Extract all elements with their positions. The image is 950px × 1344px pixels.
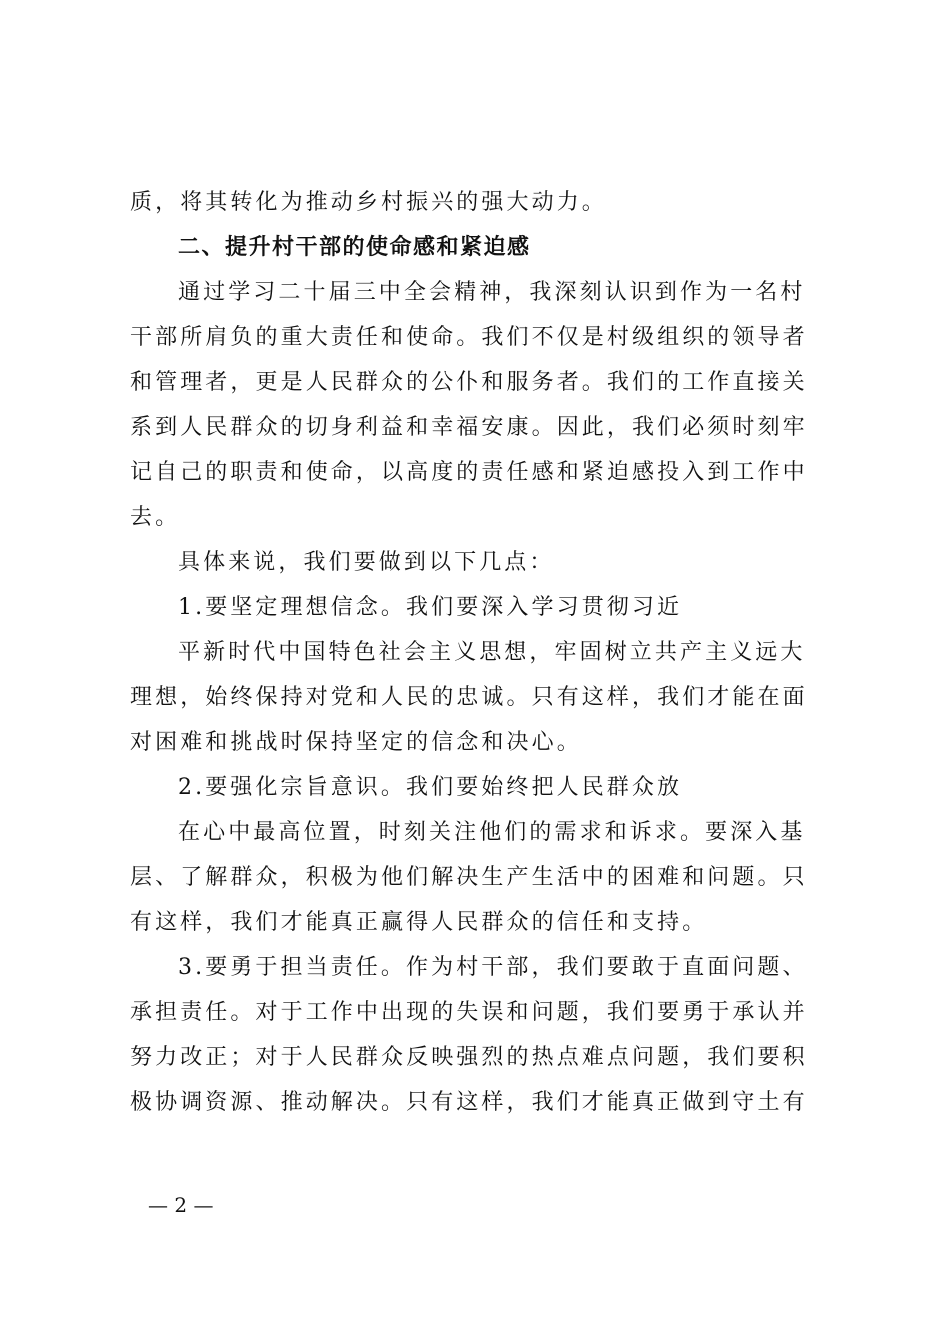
document-body [130, 180, 830, 1125]
paragraph-line: 努力改正；对于人民群众反映强烈的热点难点问题，我们要积 [130, 1045, 808, 1070]
paragraph-line: 理想，始终保持对党和人民的忠诚。只有这样，我们才能在面 [130, 685, 808, 710]
paragraph-line: 去。 [130, 505, 181, 530]
paragraph-line: 承担责任。对于工作中出现的失误和问题，我们要勇于承认并 [130, 1000, 808, 1025]
page-number: — 2 — [148, 1193, 214, 1217]
list-item-line: 1.要坚定理想信念。我们要深入学习贯彻习近 [178, 595, 683, 620]
paragraph-line: 和管理者，更是人民群众的公仆和服务者。我们的工作直接关 [130, 370, 808, 395]
list-item-line: 2.要强化宗旨意识。我们要始终把人民群众放 [178, 775, 683, 800]
paragraph-line: 有这样，我们才能真正赢得人民群众的信任和支持。 [130, 910, 708, 935]
paragraph-line: 对困难和挑战时保持坚定的信念和决心。 [130, 730, 582, 755]
list-item-line: 3.要勇于担当责任。作为村干部，我们要敢于直面问题、 [178, 955, 808, 980]
paragraph-line: 层、了解群众，积极为他们解决生产生活中的困难和问题。只 [130, 865, 808, 890]
paragraph-line: 质，将其转化为推动乡村振兴的强大动力。 [130, 190, 607, 215]
paragraph-line: 记自己的职责和使命，以高度的责任感和紧迫感投入到工作中 [130, 460, 808, 485]
paragraph-line: 具体来说，我们要做到以下几点： [178, 550, 555, 575]
paragraph-line: 极协调资源、推动解决。只有这样，我们才能真正做到守土有 [130, 1090, 808, 1115]
paragraph-line: 系到人民群众的切身利益和幸福安康。因此，我们必须时刻牢 [130, 415, 808, 440]
paragraph-line: 通过学习二十届三中全会精神，我深刻认识到作为一名村 [178, 280, 806, 305]
paragraph-line: 干部所肩负的重大责任和使命。我们不仅是村级组织的领导者 [130, 325, 808, 350]
paragraph-line: 平新时代中国特色社会主义思想，牢固树立共产主义远大 [178, 640, 806, 665]
section-heading: 二、提升村干部的使命感和紧迫感 [178, 235, 531, 260]
paragraph-line: 在心中最高位置，时刻关注他们的需求和诉求。要深入基 [178, 820, 806, 845]
